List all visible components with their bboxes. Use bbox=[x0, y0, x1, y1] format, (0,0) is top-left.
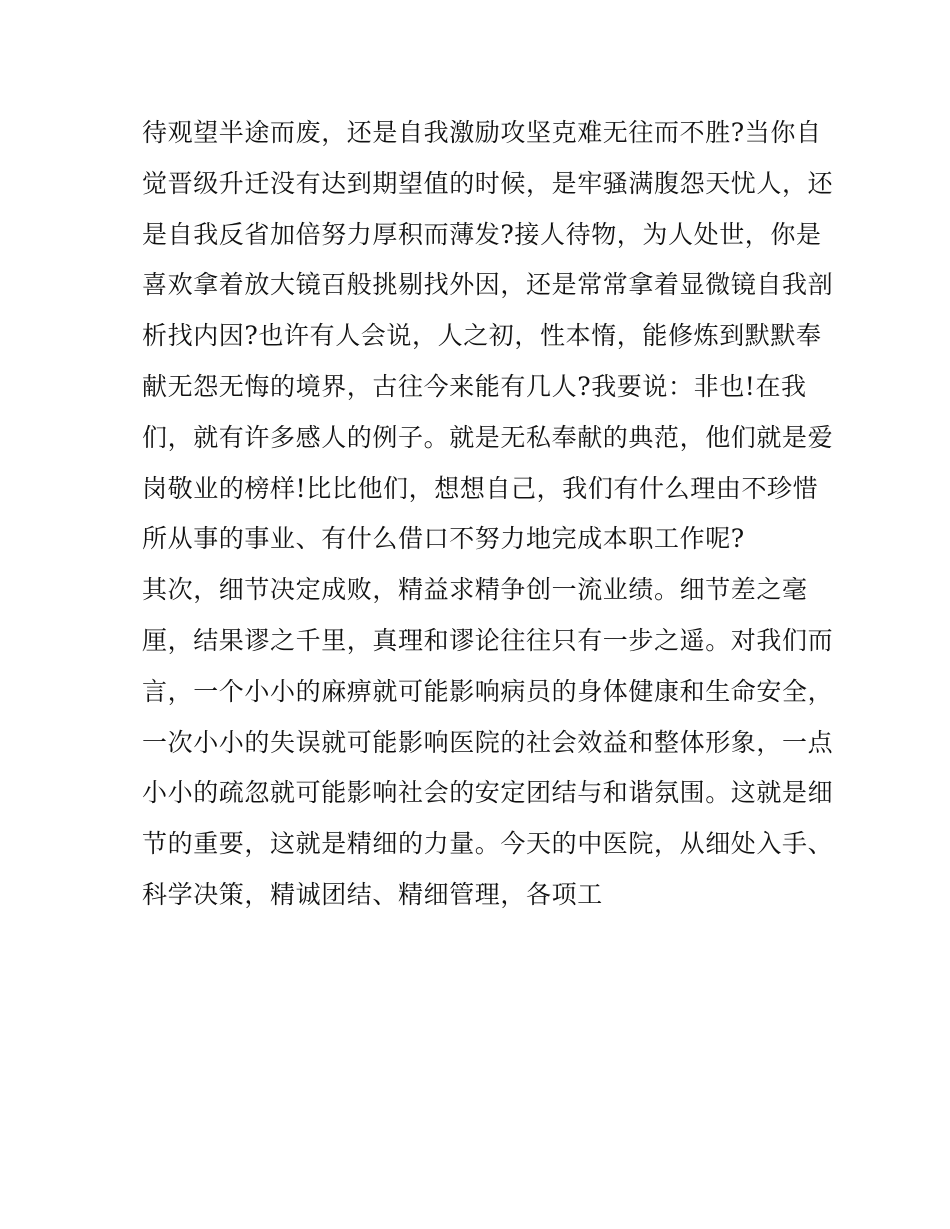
body-text bbox=[142, 108, 834, 921]
text-line: 岗敬业的榜样!比比他们，想想自己，我们有什么理由不珍惜 bbox=[142, 473, 819, 503]
text-line: 节的重要，这就是精细的力量。今天的中医院，从细处入手、 bbox=[142, 829, 834, 859]
text-line: 待观望半途而废，还是自我激励攻坚克难无往而不胜?当你自 bbox=[142, 118, 822, 147]
text-line: 是自我反省加倍努力厚积而薄发?接人待物，为人处世，你是 bbox=[142, 219, 822, 249]
text-line: 小小的疏忽就可能影响社会的安定团结与和谐氛围。这就是细 bbox=[142, 778, 834, 808]
text-line: 觉晋级升迁没有达到期望值的时候，是牢骚满腹怨天忧人，还 bbox=[142, 168, 834, 198]
text-line: 科学决策，精诚团结、精细管理，各项工 bbox=[142, 879, 603, 909]
text-line: 献无怨无悔的境界，古往今来能有几人?我要说：非也!在我 bbox=[142, 371, 807, 401]
text-line: 析找内因?也许有人会说，人之初，性本惰，能修炼到默默奉 bbox=[142, 321, 822, 351]
text-line: 们，就有许多感人的例子。就是无私奉献的典范，他们就是爱 bbox=[142, 422, 834, 452]
text-line: 其次，细节决定成败，精益求精争创一流业绩。细节差之毫 bbox=[142, 575, 808, 605]
text-line: 言，一个小小的麻痹就可能影响病员的身体健康和生命安全， bbox=[142, 676, 834, 706]
text-line: 厘，结果谬之千里，真理和谬论往往只有一步之遥。对我们而 bbox=[142, 625, 834, 655]
text-line: 所从事的事业、有什么借口不努力地完成本职工作呢? bbox=[142, 524, 745, 554]
text-line: 一次小小的失误就可能影响医院的社会效益和整体形象，一点 bbox=[142, 727, 834, 757]
text-line: 喜欢拿着放大镜百般挑剔找外因，还是常常拿着显微镜自我剖 bbox=[142, 270, 834, 300]
